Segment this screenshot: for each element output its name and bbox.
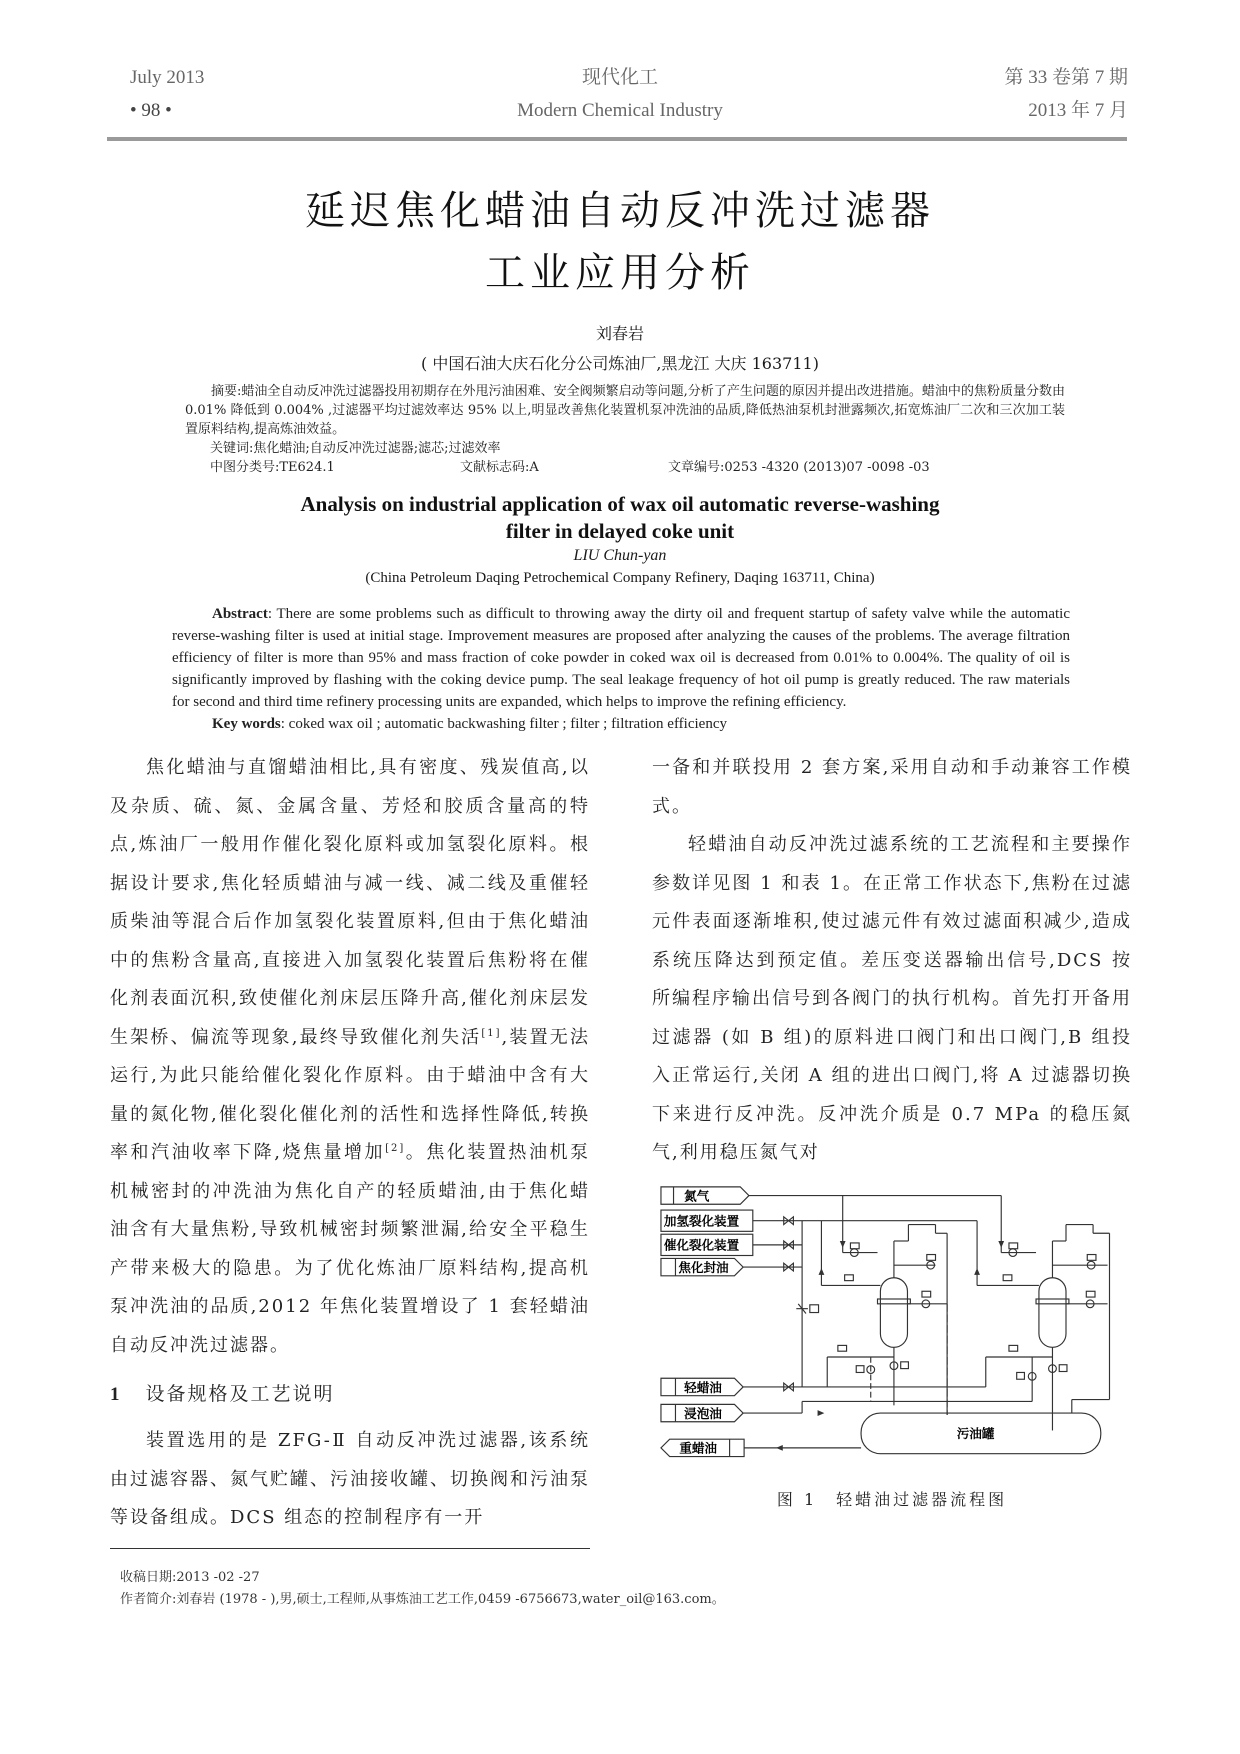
title-cn-line1: 延迟焦化蜡油自动反冲洗过滤器 xyxy=(305,188,935,234)
keywords-en xyxy=(212,713,1240,735)
abstract-cn-text: 蜡油全自动反冲洗过滤器投用初期存在外甩污油困难、安全阀频繁启动等问题,分析了产生问题的原因并提出改进措施。蜡油中的焦粉质量分数由 0.01% 降低到 0.004% ,过滤器平均过滤效率达 95% 以上,明显改善焦化装置机泵冲洗油的品质,降低热油泵机封泄露频次,拓宽炼油厂二次和三次加工装置原料结构,提高炼油效益。 xyxy=(185,384,1065,437)
keywords-en-text: : coked wax oil ; automatic backwashing filter ; filter ; filtration efficiency xyxy=(280,716,727,732)
clc-number: 中图分类号:TE624.1 xyxy=(210,460,335,475)
author-en: LIU Chun-yan xyxy=(573,547,667,564)
right-paragraph-2: 轻蜡油自动反冲洗过滤系统的工艺流程和主要操作参数详见图 1 和表 1。在正常工作状态下,焦粉在过滤元件表面逐渐堆积,使过滤元件有效过滤面积减少,造成系统压降达到预定值。差压变送器输出信号,DCS 按所编程序输出信号到各阀门的执行机构。首先打开备用过滤器 (如 B 组)的原料进口阀门和出口阀门,B 组投入正常运行,关闭 A 组的进出口阀门,将 A 过滤器切换下来进行反冲洗。反冲洗介质是 0.7 MPa 的稳压氮气,利用稳压氮气对 xyxy=(652,834,1132,1163)
section-1-heading xyxy=(110,1381,590,1408)
section-number: 1 xyxy=(110,1384,120,1405)
left-paragraph-2: 装置选用的是 ZFG-Ⅱ 自动反冲洗过滤器,该系统由过滤容器、氮气贮罐、污油接收罐、切换阀和污油泵等设备组成。DCS 组态的控制程序有一开 xyxy=(110,1430,590,1528)
abstract-cn-label: 摘要: xyxy=(211,384,242,399)
abstract-en-label: Abstract xyxy=(212,606,268,622)
flow-diagram xyxy=(652,1183,1132,1473)
left-paragraph-1-part-b: ,装置无法运行,为此只能给催化裂化作原料。由于蜡油中含有大量的氮化物,催化裂化催化剂的活性和选择性降低,转换率和汽油收率下降,烧焦量增加 xyxy=(110,1026,590,1163)
left-paragraph-1 xyxy=(110,749,590,1365)
header-volume: 第 33 卷第 7 期 xyxy=(1004,67,1128,88)
author-cn: 刘春岩 xyxy=(595,324,644,343)
header-rule xyxy=(107,137,1127,141)
left-paragraph-1-part-c: 。焦化装置热油机泵机械密封的冲洗油为焦化自产的轻质蜡油,由于焦化蜡油含有大量焦粉,导致机械密封频繁泄漏,给安全平稳生产带来极大的隐患。为了优化炼油厂原料结构,提高机泵冲洗油的品质,2012 年焦化装置增设了 1 套轻蜡油自动反冲洗过滤器。 xyxy=(110,1142,590,1356)
affiliation-en: (China Petroleum Daqing Petrochemical Company Refinery, Daqing 163711, China) xyxy=(365,570,875,586)
citation-1[interactable]: [1] xyxy=(481,1027,502,1039)
title-en-line2: filter in delayed coke unit xyxy=(505,519,735,543)
article-number: 文章编号:0253 -4320 (2013)07 -0098 -03 xyxy=(668,460,930,475)
keywords-en-label: Key words xyxy=(212,716,281,732)
right-column xyxy=(652,749,1132,1611)
classification-row xyxy=(210,458,1070,477)
figure-1-caption: 图 1 轻蜡油过滤器流程图 xyxy=(776,1489,1008,1509)
flow-label-coking-seal-oil: 焦化封油 xyxy=(678,1259,729,1275)
header-date-cn: 2013 年 7 月 xyxy=(1028,100,1128,121)
header-journal-cn: 现代化工 xyxy=(581,67,658,88)
author-bio: 作者简介:刘春岩 (1978 - ),男,硕士,工程师,从事炼油工艺工作,0459 -6756673,water_oil@163.com。 xyxy=(120,1591,725,1607)
flow-label-light-wax-oil: 轻蜡油 xyxy=(684,1379,722,1395)
citation-2[interactable]: [2] xyxy=(385,1143,406,1154)
right-paragraph-1: 一备和并联投用 2 套方案,采用自动和手动兼容工作模式。 xyxy=(652,757,1132,817)
header-journal-en: Modern Chemical Industry xyxy=(517,100,723,121)
abstract-cn xyxy=(185,382,1065,439)
left-paragraph-1-part-a: 焦化蜡油与直馏蜡油相比,具有密度、残炭值高,以及杂质、硫、氮、金属含量、芳烃和胶质含量高的特点,炼油厂一般用作催化裂化原料或加氢裂化原料。根据设计要求,焦化轻质蜡油与减一线、减二线及重催轻质柴油等混合后作加氢裂化装置原料,但由于焦化蜡油中的焦粉含量高,直接进入加氢裂化装置后焦粉将在催化剂表面沉积,致使催化剂床层压降升高,催化剂床层发生架桥、偏流等现象,最终导致催化剂失活 xyxy=(110,757,590,1048)
title-cn-line2: 工业应用分析 xyxy=(485,250,755,296)
flow-label-heavy-wax-oil: 重蜡油 xyxy=(679,1440,717,1456)
abstract-en xyxy=(172,603,1070,713)
received-date: 收稿日期:2013 -02 -27 xyxy=(120,1569,260,1585)
affiliation-cn: ( 中国石油大庆石化分公司炼油厂,黑龙江 大庆 163711) xyxy=(421,354,819,373)
flow-label-hydrocracking: 加氢裂化装置 xyxy=(663,1213,740,1229)
control-valves xyxy=(838,1242,1096,1379)
title-en-line1: Analysis on industrial application of wax oil automatic reverse-washing xyxy=(300,492,940,516)
section-title: 设备规格及工艺说明 xyxy=(145,1383,335,1405)
front-matter xyxy=(0,180,1240,1611)
flow-label-soak-oil: 浸泡油 xyxy=(684,1405,722,1421)
flow-label-slop-tank: 污油罐 xyxy=(956,1425,995,1441)
flow-label-nitrogen: 氮气 xyxy=(684,1187,710,1203)
abstract-en-text: : There are some problems such as difficult to throwing away the dirty oil and frequent startup of safety valve while the automatic reverse-washing filter is used at initial stage. Improvement measures are proposed after analyzing the causes of the problems. The average filtration efficiency of filter is more than 95% and mass fraction of coke powder in coked wax oil is decreased from 0.01% to 0.004%. The quality of oil is significantly improved by flashing with the coking device pump. The seal leakage frequency of hot oil pump is greatly reduced. The raw materials for second and third time refinery processing units are expanded, which helps to improve the refining efficiency. xyxy=(172,606,1070,710)
footnote-rule xyxy=(110,1548,590,1549)
header-page-number: • 98 • xyxy=(130,100,172,121)
body-columns xyxy=(0,735,1240,1611)
keywords-cn: 关键词:焦化蜡油;自动反冲洗过滤器;滤芯;过滤效率 xyxy=(210,441,501,456)
header-date-en: July 2013 xyxy=(130,67,205,88)
flow-label-catcracking: 催化裂化装置 xyxy=(663,1237,740,1253)
document-code: 文献标志码:A xyxy=(460,460,539,475)
